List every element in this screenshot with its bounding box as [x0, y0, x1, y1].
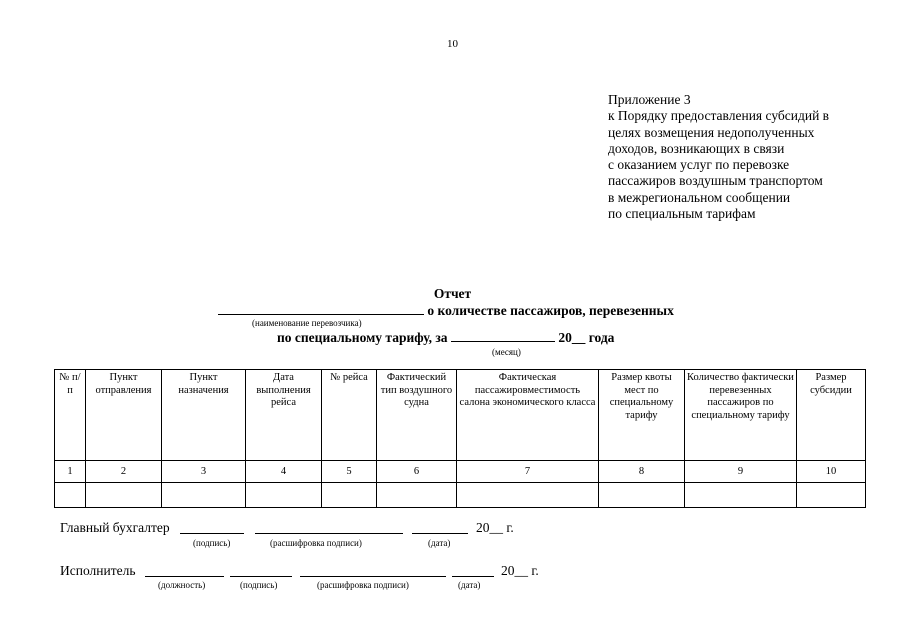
report-period-prefix: по специальному тарифу, за — [277, 330, 448, 345]
column-number: 6 — [377, 461, 457, 483]
table-cell — [55, 483, 86, 508]
table-cell — [797, 483, 866, 508]
column-header: Пункт отправления — [86, 370, 162, 461]
appendix-line: целях возмещения недополученных — [608, 124, 815, 140]
appendix-line: Приложение 3 — [608, 92, 691, 107]
table-cell — [322, 483, 377, 508]
table-cell — [246, 483, 322, 508]
report-period-year: 20__ года — [558, 330, 615, 345]
table-cell — [599, 483, 685, 508]
column-number: 10 — [797, 461, 866, 483]
chief-accountant-date-line — [412, 521, 468, 534]
executor-position-line — [145, 564, 224, 577]
column-number-row — [55, 461, 866, 483]
column-number: 1 — [55, 461, 86, 483]
column-header: Размер квоты мест по специальному тарифу — [599, 370, 685, 461]
column-header: Пункт назначения — [162, 370, 246, 461]
column-header: Размер субсидии — [797, 370, 866, 461]
table-header-row — [55, 370, 866, 461]
column-number: 5 — [322, 461, 377, 483]
appendix-block — [608, 92, 829, 222]
table-cell — [86, 483, 162, 508]
column-header: № п/п — [55, 370, 86, 461]
column-header: Дата выполнения рейса — [246, 370, 322, 461]
column-header: Фактический тип воздушного судна — [377, 370, 457, 461]
executor-date-line — [452, 564, 494, 577]
appendix-line: с оказанием услуг по перевозке — [608, 157, 790, 173]
report-subtitle-text: о количестве пассажиров, перевезенных — [427, 303, 674, 318]
chief-accountant-date-suffix: 20__ г. — [476, 520, 514, 535]
column-header: № рейса — [322, 370, 377, 461]
column-number: 2 — [86, 461, 162, 483]
appendix-line: в межрегиональном сообщении — [608, 189, 791, 205]
table-cell — [685, 483, 797, 508]
carrier-caption: (наименование перевозчика) — [252, 318, 362, 328]
signature-caption: (подпись) — [240, 580, 278, 590]
executor-signature-line — [230, 564, 292, 577]
report-period-line — [277, 328, 614, 346]
executor-name-line — [300, 564, 446, 577]
appendix-line: к Порядку предоставления субсидий в — [608, 108, 830, 124]
column-number: 8 — [599, 461, 685, 483]
column-number: 4 — [246, 461, 322, 483]
position-caption: (должность) — [158, 580, 206, 590]
table-cell — [457, 483, 599, 508]
appendix-line: доходов, возникающих в связи — [608, 140, 785, 156]
report-table — [54, 369, 866, 508]
table-cell — [377, 483, 457, 508]
name-caption: (расшифровка подписи) — [317, 580, 409, 590]
appendix-line: пассажиров воздушным транспортом — [608, 173, 823, 189]
table-row — [55, 483, 866, 508]
page-number: 10 — [447, 38, 458, 50]
date-caption: (дата) — [458, 580, 481, 590]
carrier-name-blank — [218, 301, 424, 315]
table-cell — [162, 483, 246, 508]
chief-accountant-name-line — [255, 521, 403, 534]
report-title: Отчет — [433, 286, 472, 301]
month-caption: (месяц) — [492, 347, 521, 357]
report-subtitle-line — [218, 301, 674, 319]
column-header: Фактическая пассажировместимость салона экономического класса — [457, 370, 599, 461]
executor-label: Исполнитель — [60, 563, 136, 578]
date-caption: (дата) — [428, 538, 451, 548]
signature-caption: (подпись) — [193, 538, 231, 548]
column-number: 3 — [162, 461, 246, 483]
column-number: 7 — [457, 461, 599, 483]
column-header: Количество фактически перевезенных пассажиров по специальному тарифу — [685, 370, 797, 461]
appendix-line: по специальным тарифам — [608, 206, 756, 222]
column-number: 9 — [685, 461, 797, 483]
chief-accountant-label: Главный бухгалтер — [60, 520, 170, 535]
name-caption: (расшифровка подписи) — [270, 538, 362, 548]
chief-accountant-signature-line — [180, 521, 244, 534]
executor-date-suffix: 20__ г. — [501, 563, 539, 578]
month-blank — [451, 328, 555, 342]
